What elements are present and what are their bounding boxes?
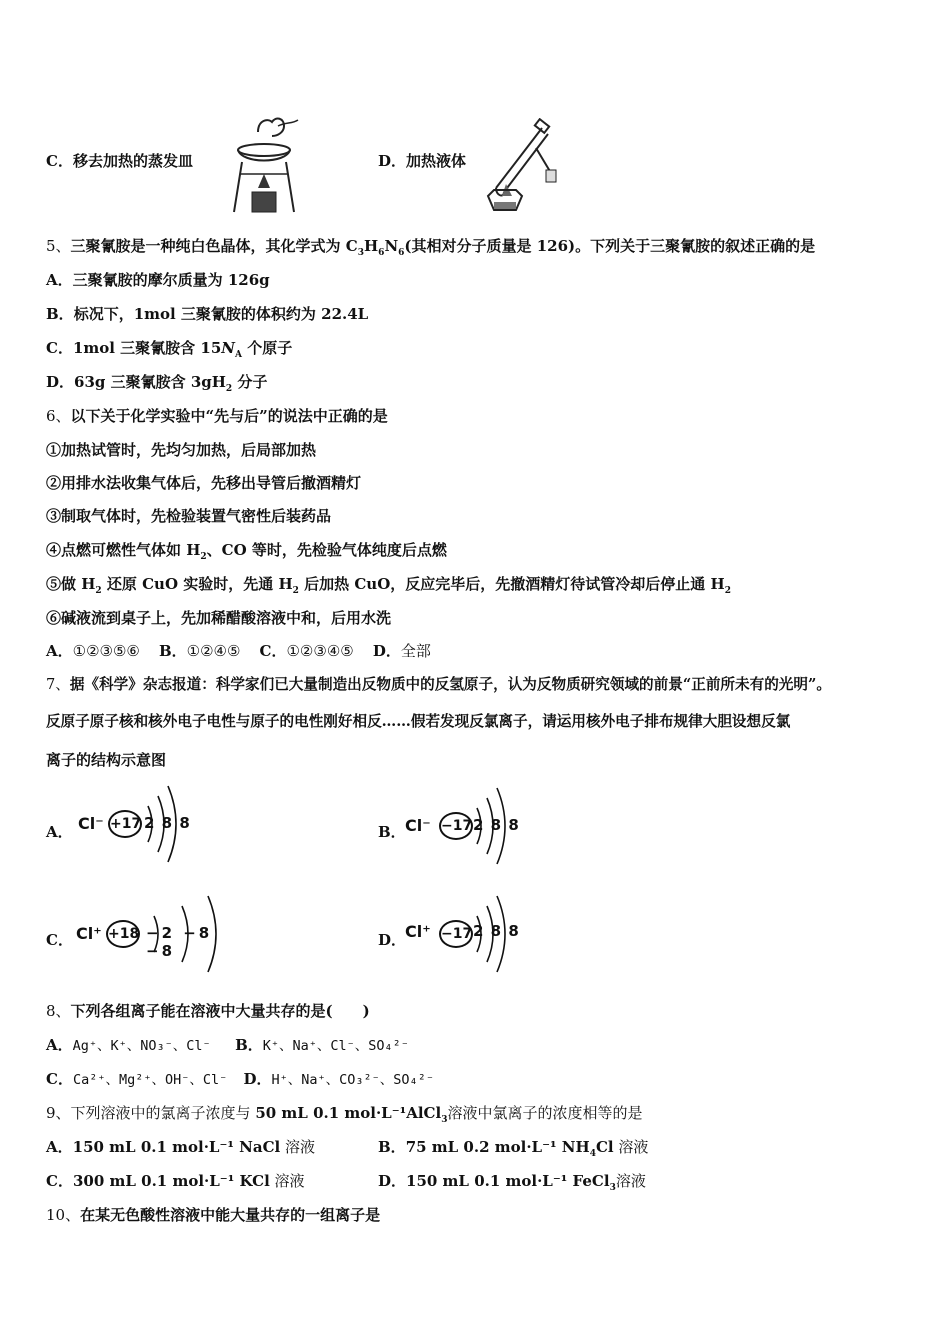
option-text: 溶液	[280, 1138, 316, 1156]
q4-option-d	[378, 151, 466, 171]
option-letter: C．	[259, 642, 287, 660]
nucleus-charge: −17	[441, 926, 473, 942]
option-text: ①②③④⑤	[286, 642, 354, 660]
q7-option-c-letter: C．	[46, 931, 73, 949]
stem-text: 以下关于化学实验中“先与后”的说法中正确的是	[70, 407, 388, 425]
q4-option-c	[46, 151, 193, 171]
subscript: 2	[200, 552, 207, 562]
option-text: Ca²⁺、Mg²⁺、OH⁻、Cl⁻	[72, 1072, 228, 1088]
option-text: 个原子	[242, 339, 293, 357]
q5-option-a	[46, 270, 270, 290]
option-letter: D．	[46, 373, 75, 391]
option-letter: D．	[378, 152, 407, 170]
q9-option-d	[378, 1171, 646, 1191]
q6-statement-1: ①加热试管时，先均匀加热，后局部加热	[46, 441, 317, 459]
stem-text: 三聚氰胺是一种纯白色晶体，其化学式为 C	[70, 237, 358, 255]
option-text: Cl	[595, 1138, 614, 1156]
q7-option-c-diagram	[76, 890, 236, 974]
option-text: 63g 三聚氰胺含 3gH	[74, 373, 226, 391]
shell-electrons: 2 8 8	[473, 816, 520, 834]
option-text: ①②③⑤⑥	[72, 642, 140, 660]
option-text: 全部	[400, 642, 431, 660]
option-text: 300 mL 0.1 mol·L⁻¹ KCl	[72, 1172, 270, 1190]
q7-stem-line2: 反原子原子核和核外电子电性与原子的电性刚好相反……假若发现反氯离子，请运用核外电子排布规律大胆设想反氯	[46, 713, 791, 730]
ion-symbol: Cl⁻	[78, 814, 104, 833]
shell-electrons: −2 −8 −8	[146, 924, 213, 960]
evaporating-dish-figure	[228, 112, 308, 216]
question-number: 10、	[46, 1206, 81, 1224]
q9-stem	[46, 1103, 642, 1123]
q8-options-row2	[46, 1069, 434, 1090]
stem-text: (其相对分子质量是 126)。下列关于三聚氰胺的叙述正确的是	[404, 237, 816, 255]
option-letter: B．	[378, 1138, 406, 1156]
q8-stem	[46, 1001, 370, 1021]
nucleus-charge: +17	[110, 816, 142, 832]
subscript: A	[235, 350, 242, 360]
option-letter: B．	[235, 1036, 263, 1054]
option-text: 移去加热的蒸发皿	[72, 152, 193, 170]
q5-stem	[46, 236, 815, 256]
stem-text: 下列各组离子能在溶液中大量共存的是( )	[70, 1002, 370, 1020]
subscript: 4	[589, 1149, 596, 1159]
subscript: 2	[95, 586, 102, 596]
question-number: 8、	[46, 1002, 71, 1020]
option-text: 1mol 三聚氰胺含 15	[72, 339, 222, 357]
ion-symbol: Cl⁺	[405, 922, 431, 941]
q6-stem	[46, 406, 388, 426]
q7-option-b-diagram	[405, 782, 525, 866]
option-letter: A．	[46, 271, 73, 289]
option-text: Ag⁺、K⁺、NO₃⁻、Cl⁻	[72, 1038, 211, 1054]
q5-option-b	[46, 304, 368, 324]
option-letter: D．	[243, 1070, 272, 1088]
nucleus-circle	[108, 810, 142, 838]
question-number: 5、	[46, 237, 71, 255]
subscript: 2	[292, 586, 299, 596]
stem-text: 下列溶液中的氯离子浓度与	[70, 1104, 256, 1122]
q6-statement-2: ②用排水法收集气体后，先移出导管后撤酒精灯	[46, 474, 362, 492]
q7-option-d-diagram	[405, 890, 525, 974]
question-number: 6、	[46, 407, 71, 425]
option-text: 分子	[232, 373, 268, 391]
subscript: 6	[378, 248, 385, 258]
statement-text: 还原 CuO 实验时，先通 H	[101, 575, 293, 593]
subscript: 2	[225, 384, 233, 394]
stem-text: 50 mL 0.1 mol·L⁻¹AlCl	[255, 1104, 442, 1122]
subscript: 3	[357, 248, 364, 258]
option-letter: C．	[46, 1172, 73, 1190]
option-letter: A．	[46, 642, 73, 660]
nucleus-circle	[106, 920, 140, 948]
option-text: ①②④⑤	[186, 642, 241, 660]
nucleus-charge: +18	[108, 926, 140, 942]
option-letter: A．	[46, 1138, 73, 1156]
option-text: 三聚氰胺的摩尔质量为 126g	[72, 271, 270, 289]
q7-stem-line3: 离子的结构示意图	[46, 751, 167, 769]
q6-statement-5	[46, 574, 731, 594]
statement-text: ④点燃可燃性气体如 H	[46, 541, 201, 559]
q7-option-b-letter: B．	[378, 823, 406, 841]
statement-text: 后加热 CuO，反应完毕后，先撤酒精灯待试管冷却后停止通 H	[298, 575, 725, 593]
option-letter: B．	[46, 305, 74, 323]
nucleus-charge: −17	[441, 818, 473, 834]
option-text: 溶液	[615, 1172, 646, 1190]
option-text: 75 mL 0.2 mol·L⁻¹ NH	[405, 1138, 590, 1156]
q6-statement-6: ⑥碱液流到桌子上，先加稀醋酸溶液中和，后用水洗	[46, 609, 392, 627]
option-letter: A．	[46, 1036, 73, 1054]
q7-stem-line1	[46, 675, 831, 695]
statement-text: ⑤做 H	[46, 575, 96, 593]
option-letter: B．	[158, 642, 187, 660]
heating-liquid-figure	[476, 118, 562, 214]
q7-option-a-diagram	[78, 780, 198, 864]
q6-statement-3: ③制取气体时，先检验装置气密性后装药品	[46, 507, 332, 525]
question-number: 7、	[46, 676, 70, 693]
q9-option-b	[378, 1137, 648, 1157]
stem-text: 溶液中氯离子的浓度相等的是	[447, 1104, 643, 1122]
ion-symbol: Cl⁻	[405, 816, 431, 835]
option-text: K⁺、Na⁺、Cl⁻、SO₄²⁻	[262, 1038, 409, 1054]
stem-text: 据《科学》杂志报道：科学家们已大量制造出反物质中的反氢原子，认为反物质研究领域的前景“正前所未有的光明”。	[69, 676, 831, 693]
q10-stem	[46, 1205, 380, 1225]
option-text: 标况下，1mol 三聚氰胺的体积约为 22.4L	[73, 305, 369, 323]
q7-option-d-letter: D．	[378, 931, 407, 949]
subscript: 2	[724, 586, 731, 596]
q9-option-a	[46, 1137, 315, 1157]
option-letter: C．	[46, 339, 73, 357]
q5-option-d	[46, 372, 267, 392]
q6-statement-4	[46, 540, 447, 560]
statement-text: 、CO 等时，先检验气体纯度后点燃	[206, 541, 447, 559]
ion-symbol: Cl⁺	[76, 924, 102, 943]
option-text: 150 mL 0.1 mol·L⁻¹ NaCl	[72, 1138, 281, 1156]
option-text: N	[221, 339, 236, 357]
option-letter: C．	[46, 152, 73, 170]
q5-option-c	[46, 338, 292, 358]
stem-text: 在某无色酸性溶液中能大量共存的一组离子是	[80, 1206, 381, 1224]
question-number: 9、	[46, 1104, 71, 1122]
option-text: 150 mL 0.1 mol·L⁻¹ FeCl	[406, 1172, 610, 1190]
option-text: 溶液	[613, 1138, 649, 1156]
q7-option-a-letter: A．	[46, 823, 73, 841]
option-letter: C．	[46, 1070, 73, 1088]
q8-options-row1	[46, 1035, 409, 1056]
shell-electrons: 2 8 8	[473, 922, 520, 940]
option-text: H⁺、Na⁺、CO₃²⁻、SO₄²⁻	[271, 1072, 434, 1088]
shell-electrons: 2 8 8	[144, 814, 191, 832]
option-text: 溶液	[269, 1172, 305, 1190]
stem-text: N	[384, 237, 399, 255]
option-letter: D．	[378, 1172, 407, 1190]
q6-options	[46, 641, 431, 661]
option-letter: D．	[372, 642, 401, 660]
subscript: 3	[441, 1115, 448, 1125]
q9-option-c	[46, 1171, 305, 1191]
stem-text: H	[363, 237, 379, 255]
option-text: 加热液体	[406, 152, 467, 170]
subscript: 6	[398, 248, 405, 258]
subscript: 3	[609, 1183, 616, 1193]
